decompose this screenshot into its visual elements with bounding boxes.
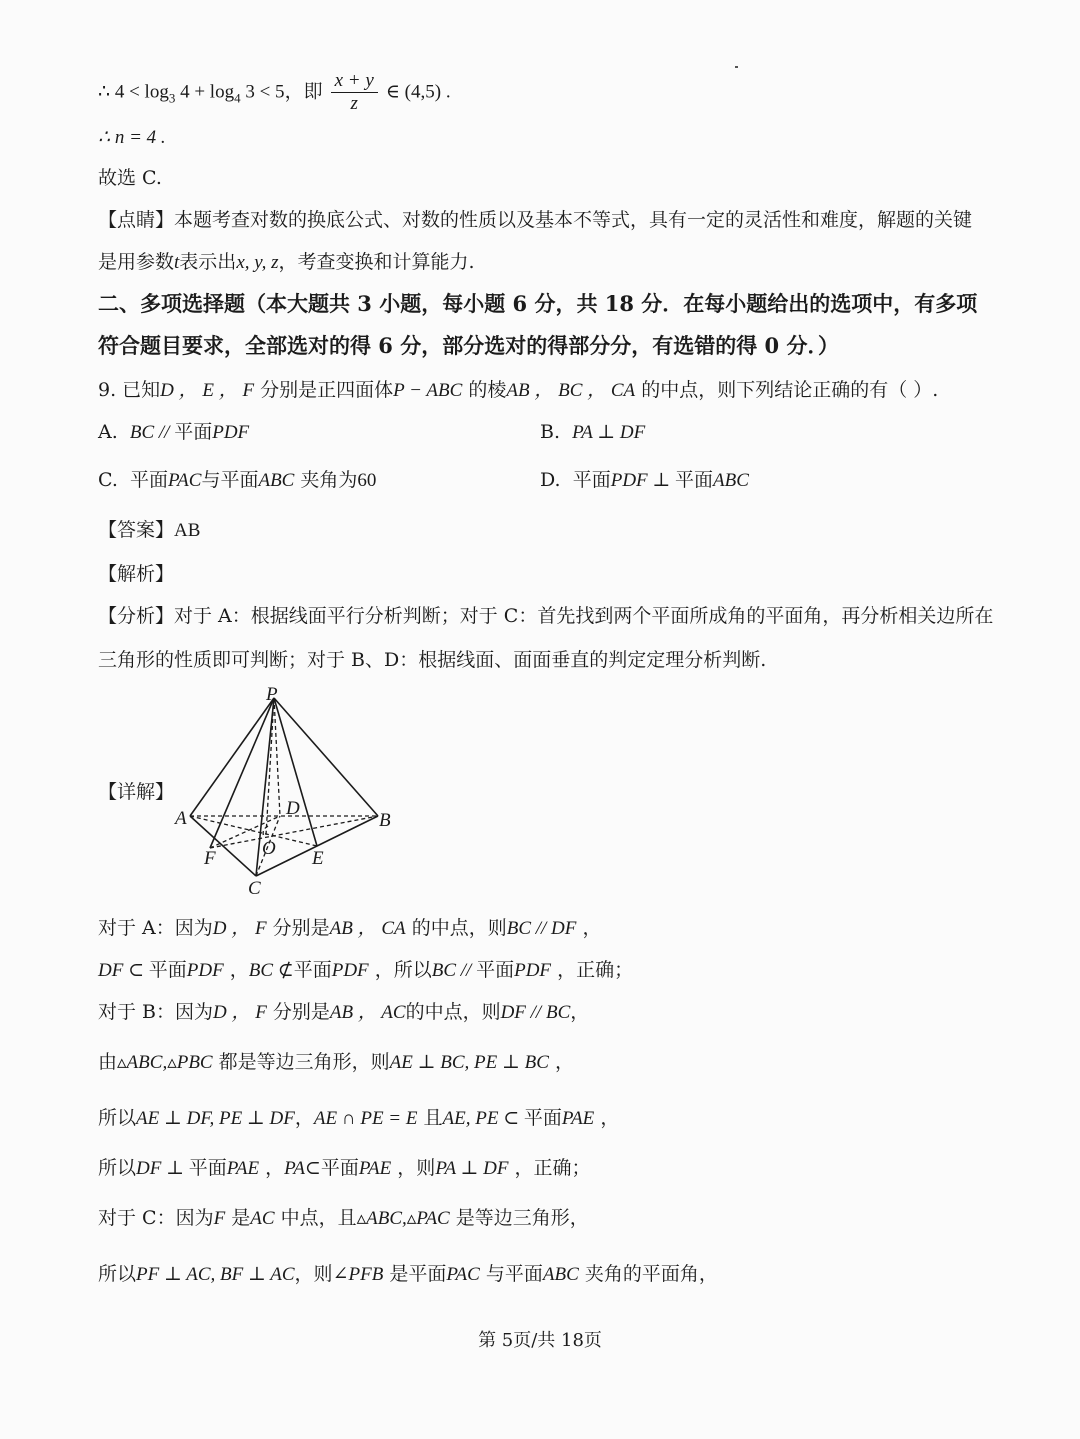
question-9-stem: 9. 已知D ， E ， F 分别是正四面体P − ABC 的棱AB ， BC ， CA 的中点，则下列结论正确的有（ ）. — [98, 379, 939, 401]
fenxi-line-2: 三角形的性质即可判断；对于 B、D：根据线面、面面垂直的判定定理分析判断. — [98, 649, 767, 671]
tetrahedron-figure — [170, 684, 410, 899]
label-A: A — [175, 808, 187, 829]
label-B: B — [379, 810, 391, 831]
detail-c-line-1: 对于 C：因为F 是AC 中点，且▵ABC,▵PAC 是等边三角形， — [98, 1207, 589, 1229]
fenxi-line-1: 【分析】对于 A：根据线面平行分析判断；对于 C：首先找到两个平面所成角的平面角，再分析相关边所在 — [98, 605, 994, 627]
detail-label: 【详解】 — [98, 781, 175, 803]
detail-b-line-1: 对于 B：因为D ， F 分别是AB ， AC的中点，则DF // BC， — [98, 1001, 590, 1023]
scan-speck — [735, 66, 738, 68]
section-heading-line-2: 符合题目要求，全部选对的得 6 分，部分选对的得部分分，有选错的得 0 分．） — [98, 333, 839, 358]
option-d: D. 平面PDF ⊥ 平面ABC — [540, 469, 749, 491]
detail-b-line-3: 所以AE ⊥ DF, PE ⊥ DF，AE ∩ PE = E 且AE, PE ⊂ 平面PAE ， — [98, 1107, 620, 1129]
segment-AE — [190, 816, 317, 846]
page-footer: 第 5页/共 18页 — [478, 1330, 602, 1351]
detail-a-line-2: DF ⊂ 平面PDF ，BC ⊄平面PDF ，所以BC // 平面PDF ，正确； — [98, 959, 634, 981]
fraction: $\frac{x + y}{z}$ — [331, 70, 378, 115]
n-result: ∴ n = 4 . — [98, 127, 166, 148]
answer-line: 【答案】AB — [98, 519, 201, 541]
comment-line-1: 【点睛】本题考查对数的换底公式、对数的性质以及基本不等式，具有一定的灵活性和难度，解题的关键 — [98, 209, 973, 231]
segment-FB — [210, 816, 378, 848]
label-O: O — [262, 838, 276, 859]
label-P: P — [266, 684, 278, 705]
detail-a-line-1: 对于 A：因为D ， F 分别是AB ， CA 的中点，则BC // DF ， — [98, 917, 602, 939]
label-C: C — [248, 878, 261, 899]
option-a: A. BC // 平面PDF — [98, 421, 250, 443]
segment-PE — [274, 698, 317, 846]
section-heading-line-1: 二、多项选择题（本大题共 3 小题，每小题 6 分，共 18 分．在每小题给出的选项中，有多项 — [98, 291, 978, 316]
detail-b-line-4: 所以DF ⊥ 平面PAE ，PA⊂平面PAE ，则PA ⊥ DF ，正确； — [98, 1157, 591, 1179]
edge-AC — [190, 816, 256, 876]
label-D: D — [286, 798, 300, 819]
segment-PF — [210, 698, 274, 848]
angle-mark — [263, 826, 268, 837]
label-F: F — [204, 848, 216, 869]
detail-c-line-2: 所以PF ⊥ AC, BF ⊥ AC，则∠PFB 是平面PAC 与平面ABC 夹角的平面角， — [98, 1263, 718, 1285]
inequality-line: ∴ $4 < \log_3 4 + \log_4 3 < 5$，即 $\frac{x + y}{z}$ ∈ (4,5) . — [98, 70, 451, 114]
label-E: E — [312, 848, 324, 869]
comment-line-2: 是用参数t表示出x, y, z，考查变换和计算能力. — [98, 251, 475, 273]
analysis-label: 【解析】 — [98, 563, 175, 585]
option-c: C. 平面PAC与平面ABC 夹角为60 — [98, 469, 377, 491]
choice-line: 故选 C. — [98, 167, 162, 189]
detail-b-line-2: 由▵ABC,▵PBC 都是等边三角形，则AE ⊥ BC, PE ⊥ BC ， — [98, 1051, 574, 1073]
option-b: B. PA ⊥ DF — [540, 421, 646, 443]
